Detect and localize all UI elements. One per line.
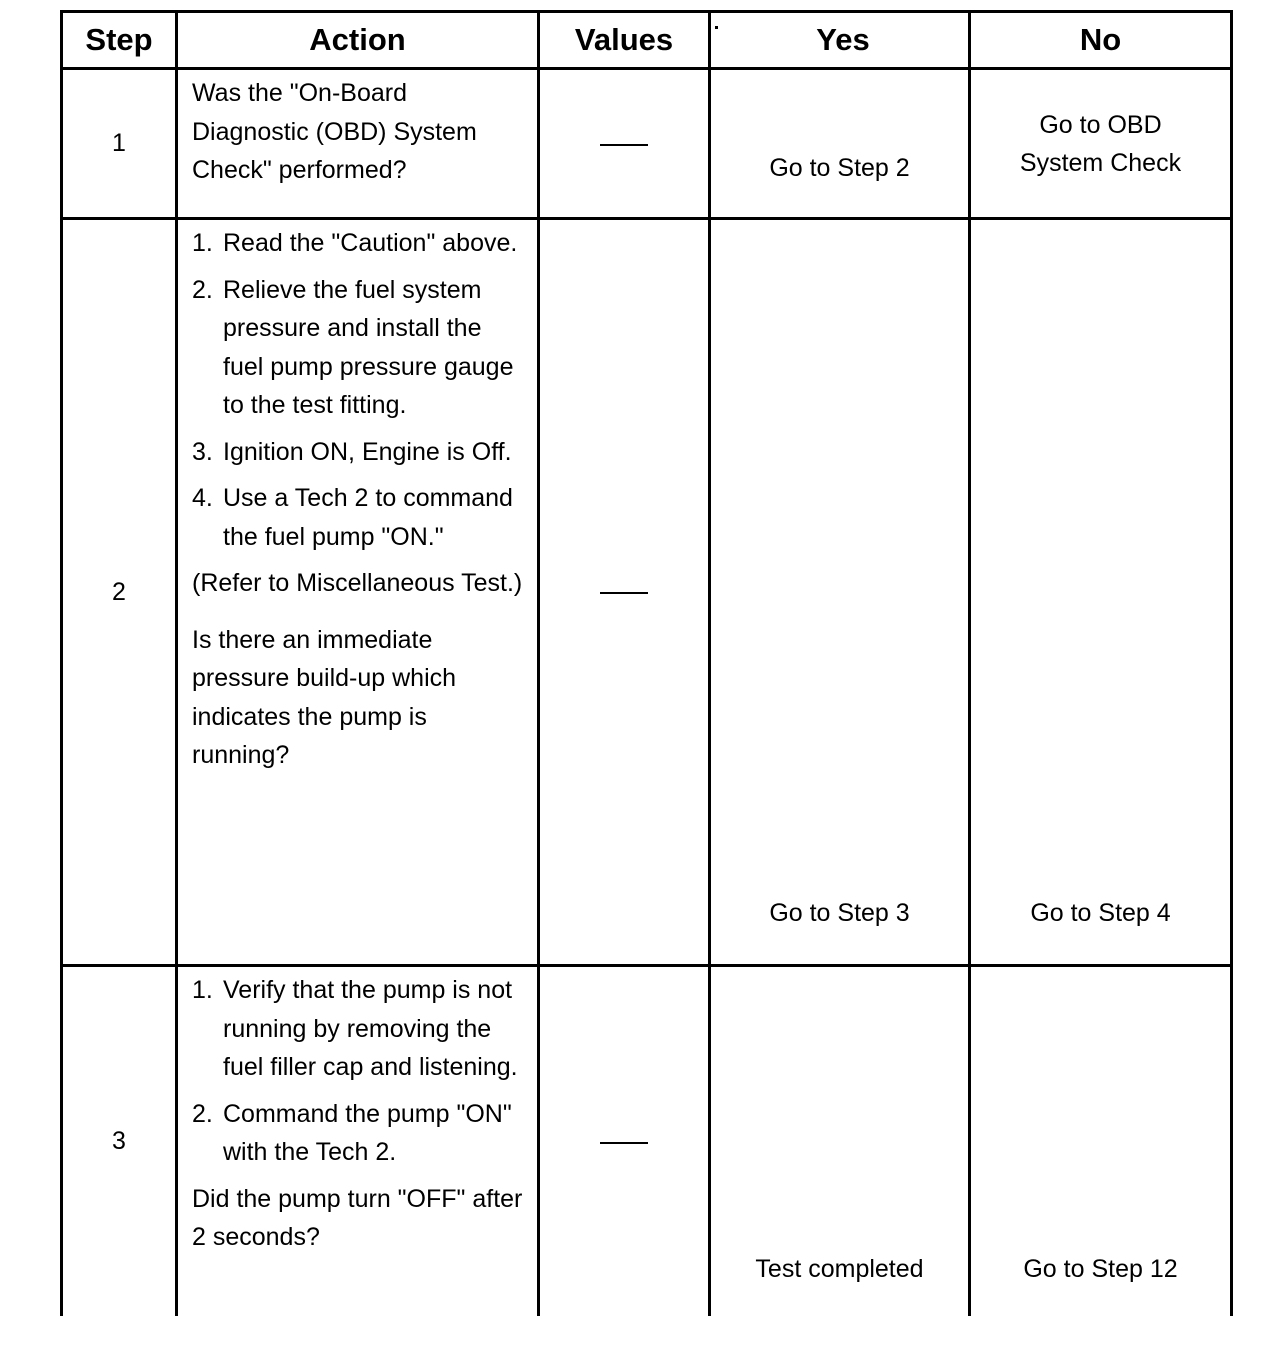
table-row (62, 69, 1232, 219)
action-question: Is there an immediate pressure build-up which indicates the pump is running? (192, 625, 457, 769)
header-yes (710, 12, 970, 69)
stray-dot-mark (715, 26, 718, 29)
step-number: 1 (62, 69, 177, 219)
action-note: (Refer to Miscellaneous Test.) (192, 569, 523, 597)
header-no: No (970, 12, 1232, 69)
no-result-text: Go to OBD System Check (1019, 110, 1182, 177)
table-row (62, 966, 1232, 1317)
step-number: 3 (62, 966, 177, 1317)
action-steps-list (192, 224, 527, 556)
list-item: 4. Use a Tech 2 to command the fuel pump "ON." (192, 484, 513, 551)
values-cell (539, 966, 710, 1317)
action-steps-list (192, 971, 527, 1172)
yes-cell: Go to Step 2 (710, 69, 970, 219)
list-item: 2. Relieve the fuel system pressure and install the fuel pump pressure gauge to the test fitting. (192, 275, 514, 419)
header-action: Action (177, 12, 539, 69)
header-step: Step (62, 12, 177, 69)
list-item: 3. Ignition ON, Engine is Off. (192, 437, 512, 466)
header-yes-label: Yes (816, 22, 870, 57)
step-number: 2 (62, 219, 177, 966)
diagnostic-table (60, 10, 1233, 1316)
list-item: 1. Verify that the pump is not running by removing the fuel filler cap and listening. (192, 976, 518, 1081)
list-item: 1. Read the "Caution" above. (192, 229, 518, 257)
no-cell: Go to Step 4 (970, 219, 1232, 966)
action-cell (177, 966, 539, 1317)
table-row (62, 219, 1232, 966)
no-cell: Go to Step 12 (970, 966, 1232, 1317)
header-values: Values (539, 12, 710, 69)
table-header-row (62, 12, 1232, 69)
no-cell (970, 69, 1232, 219)
yes-cell: Test completed (710, 966, 970, 1317)
yes-cell: Go to Step 3 (710, 219, 970, 966)
action-question: Did the pump turn "OFF" after 2 seconds? (192, 1184, 523, 1251)
list-item: 2. Command the pump "ON" with the Tech 2. (192, 1099, 512, 1166)
empty-value-dash (600, 1142, 648, 1144)
action-question: Was the "On-Board Diagnostic (OBD) System Check" performed? (192, 79, 477, 184)
values-cell (539, 69, 710, 219)
action-cell (177, 69, 539, 219)
action-cell (177, 219, 539, 966)
empty-value-dash (600, 144, 648, 146)
empty-value-dash (600, 592, 648, 594)
values-cell (539, 219, 710, 966)
